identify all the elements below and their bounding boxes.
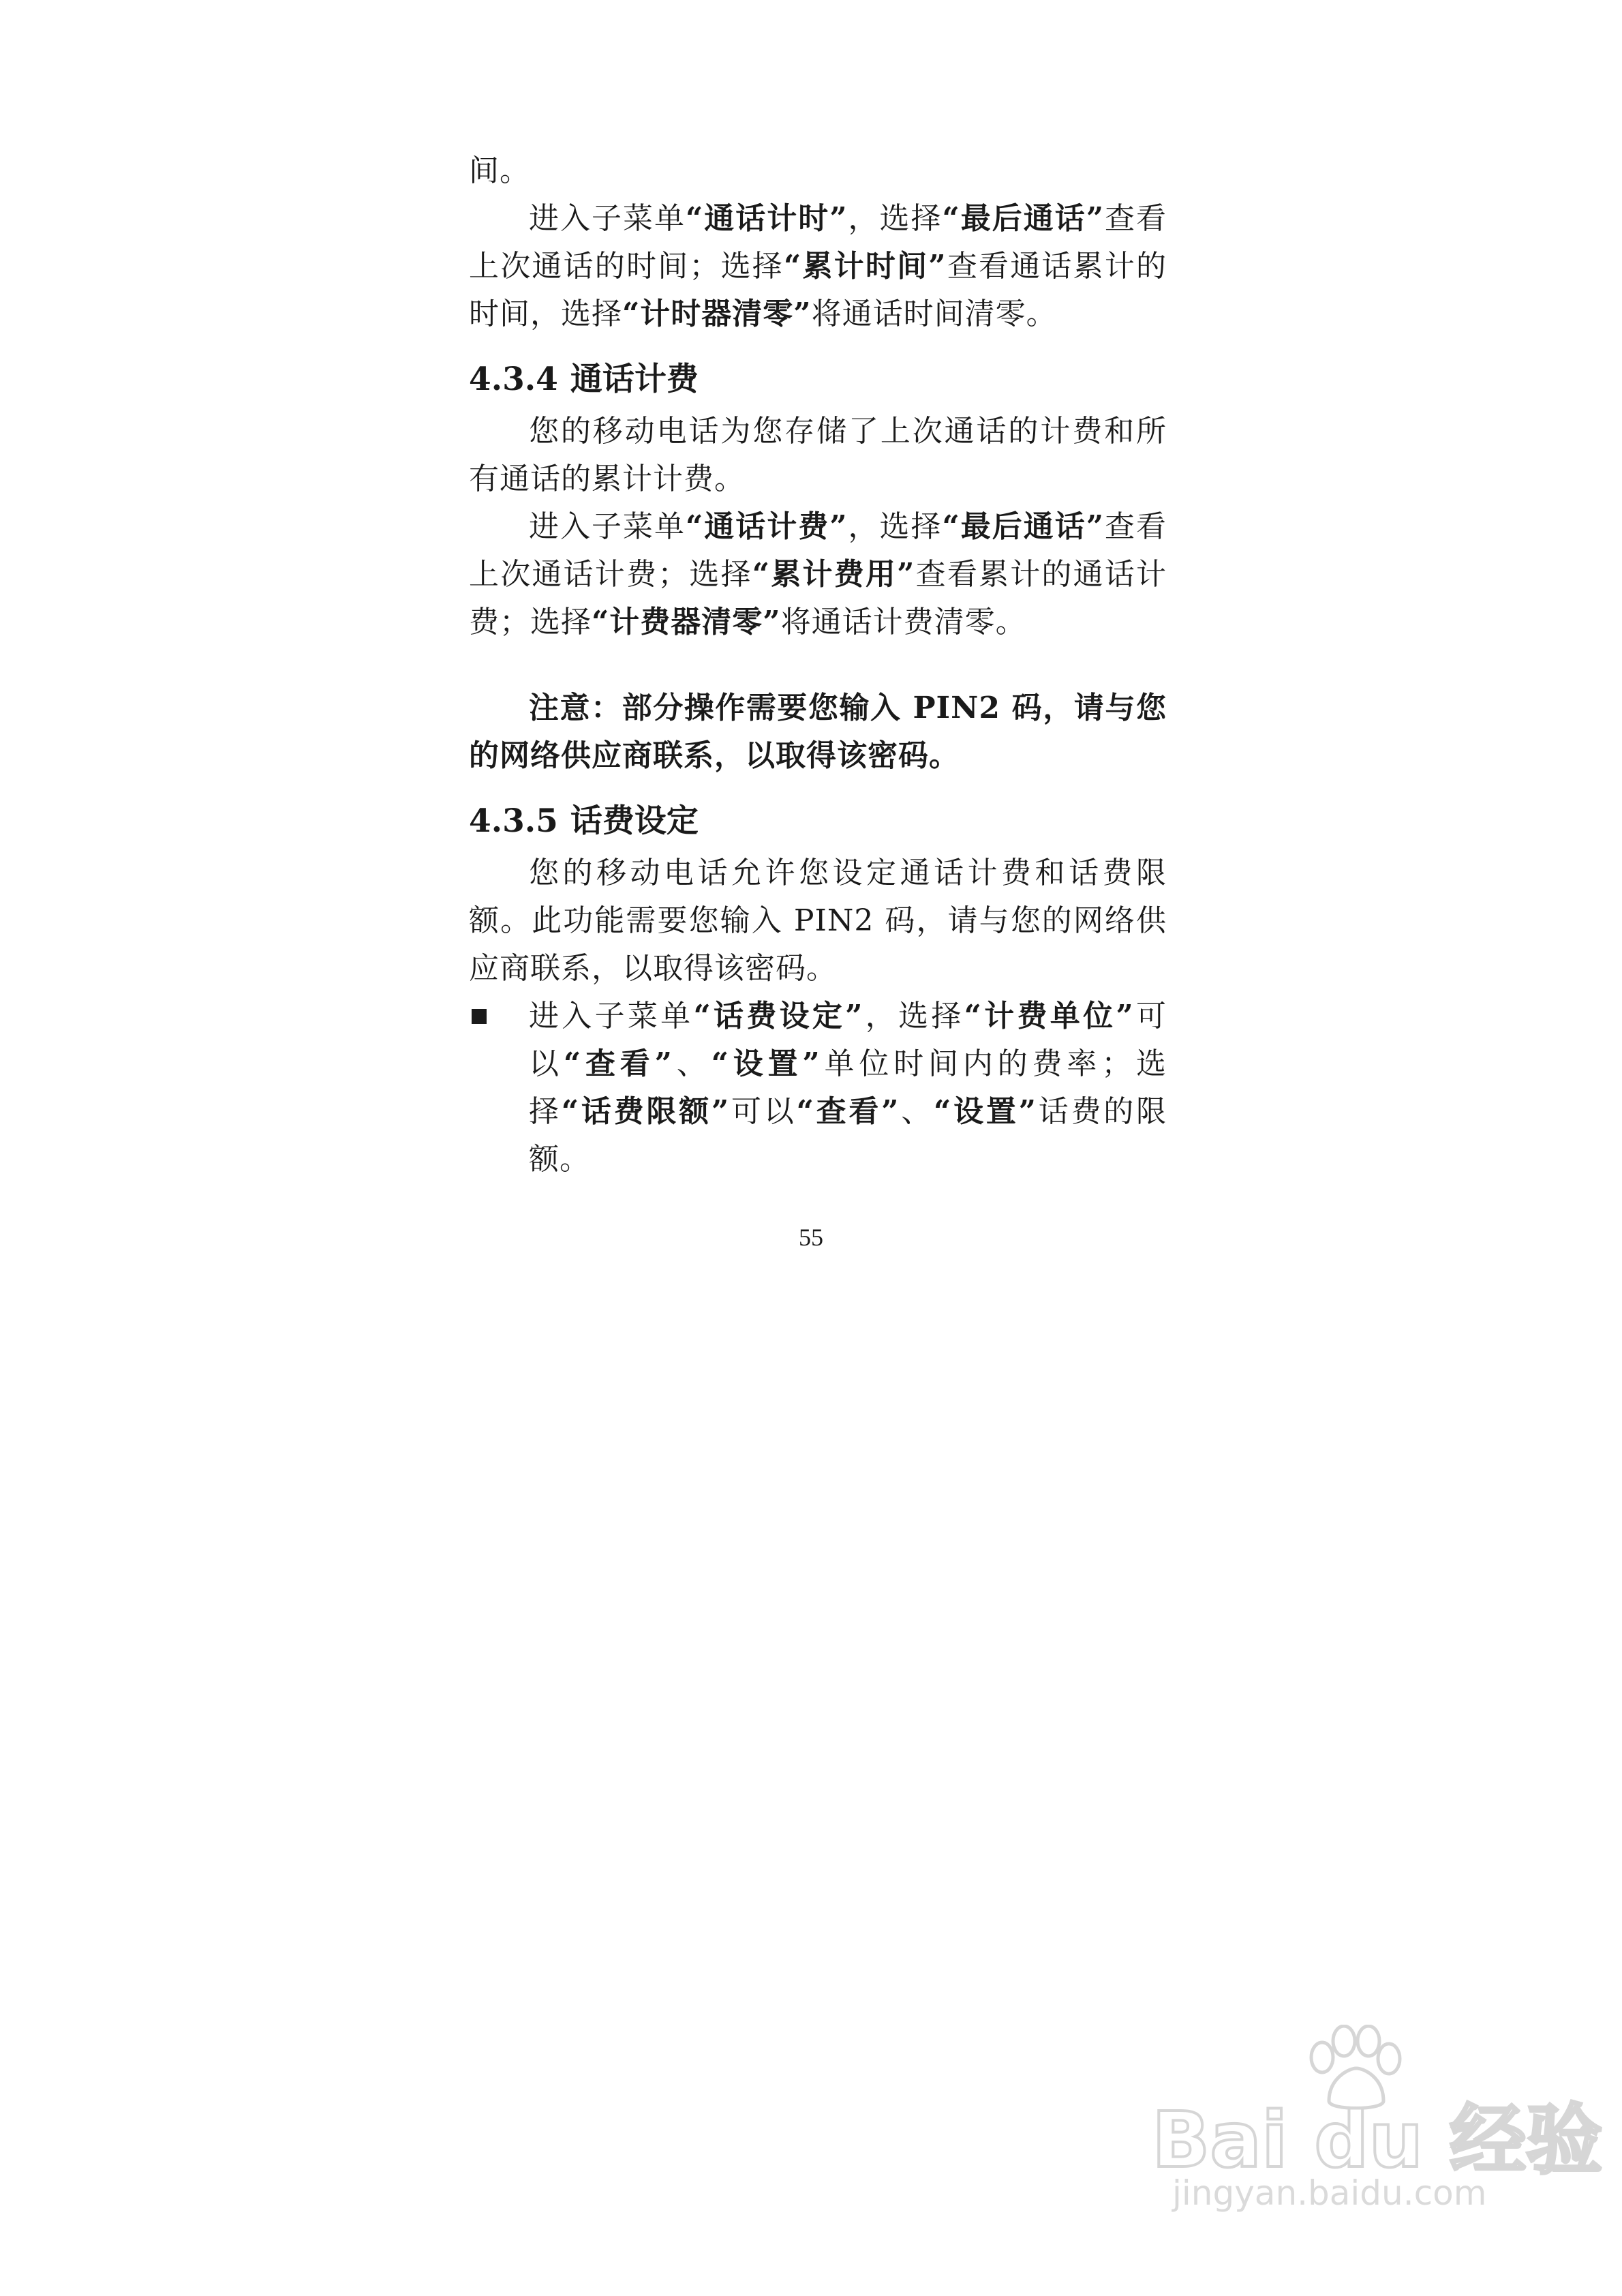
text-run: 查看上次通话计费；选择 <box>469 509 1167 592</box>
bold-term: “话费限额” <box>561 1094 730 1129</box>
section-heading-4-3-4 <box>469 356 1167 404</box>
square-bullet-icon <box>472 1009 487 1024</box>
section-number: 4.3.5 <box>469 802 558 840</box>
text-run: 查看通话累计的时间，选择 <box>469 249 1167 331</box>
text-run: ，选择 <box>863 999 964 1033</box>
bold-term: “设置” <box>711 1046 821 1081</box>
section-number: 4.3.4 <box>469 361 558 398</box>
text-run: ，选择 <box>847 201 943 236</box>
baidu-jingyan-watermark <box>1152 2025 1603 2229</box>
section-heading-4-3-5 <box>469 798 1167 845</box>
text-run: 进入子菜单 <box>529 201 686 236</box>
text-run: 查看累计的通话计费；选择 <box>469 557 1167 639</box>
page-number: 55 <box>799 1224 823 1251</box>
bullet-text <box>529 993 1167 1183</box>
intro-tail: 间。 <box>469 153 530 188</box>
text-run: 将通话计费清零。 <box>780 605 1026 639</box>
bold-term: “查看” <box>563 1046 673 1081</box>
note-paragraph: 注意：部分操作需要您输入 PIN2 码，请与您的网络供应商联系，以取得该密码。 <box>469 691 1167 773</box>
text-run: 进入子菜单 <box>529 509 686 544</box>
section-435-paragraph-1: 您的移动电话允许您设定通话计费和话费限额。此功能需要您输入 PIN2 码，请与您的网络供应商联系，以取得该密码。 <box>469 856 1167 986</box>
watermark-brand: Bai du 经验 <box>1152 2096 1603 2185</box>
text-run: 查看上次通话的时间；选择 <box>469 201 1167 284</box>
text-run: 可以 <box>729 1094 797 1129</box>
bold-term: “计费器清零” <box>592 605 781 639</box>
bold-term: “最后通话” <box>942 201 1105 236</box>
text-run: 单位时间内的费率；选择 <box>529 1046 1167 1129</box>
spacer <box>469 646 1167 684</box>
bold-term: “最后通话” <box>942 509 1105 544</box>
page-content <box>469 147 1167 1183</box>
section-434-paragraph-1: 您的移动电话为您存储了上次通话的计费和所有通话的累计计费。 <box>469 414 1167 496</box>
bold-term: “累计时间” <box>784 249 947 284</box>
text-run: 话费的限额。 <box>529 1094 1167 1177</box>
section-title-text: 话费设定 <box>570 802 699 840</box>
text-run: ，选择 <box>847 509 943 544</box>
bold-term: “通话计费” <box>685 509 848 544</box>
watermark-url: jingyan.baidu.com <box>1172 2173 1487 2213</box>
bold-term: “设置” <box>934 1094 1037 1129</box>
text-run: 、 <box>899 1094 934 1129</box>
text-run: 可以 <box>529 999 1167 1081</box>
text-run: 、 <box>672 1046 711 1081</box>
text-run: 进入子菜单 <box>529 999 694 1033</box>
bullet-item <box>469 993 1167 1183</box>
bold-term: “计时器清零” <box>622 297 812 331</box>
text-run: 将通话时间清零。 <box>811 297 1057 331</box>
intro-paragraph <box>469 195 1167 338</box>
bold-term: “通话计时” <box>685 201 848 236</box>
section-434-paragraph-2 <box>469 503 1167 646</box>
bold-term: “查看” <box>796 1094 900 1129</box>
bold-term: “计费单位” <box>964 999 1134 1033</box>
bold-term: “话费设定” <box>693 999 863 1033</box>
bold-term: “累计费用” <box>752 557 915 592</box>
section-title-text: 通话计费 <box>570 361 699 398</box>
